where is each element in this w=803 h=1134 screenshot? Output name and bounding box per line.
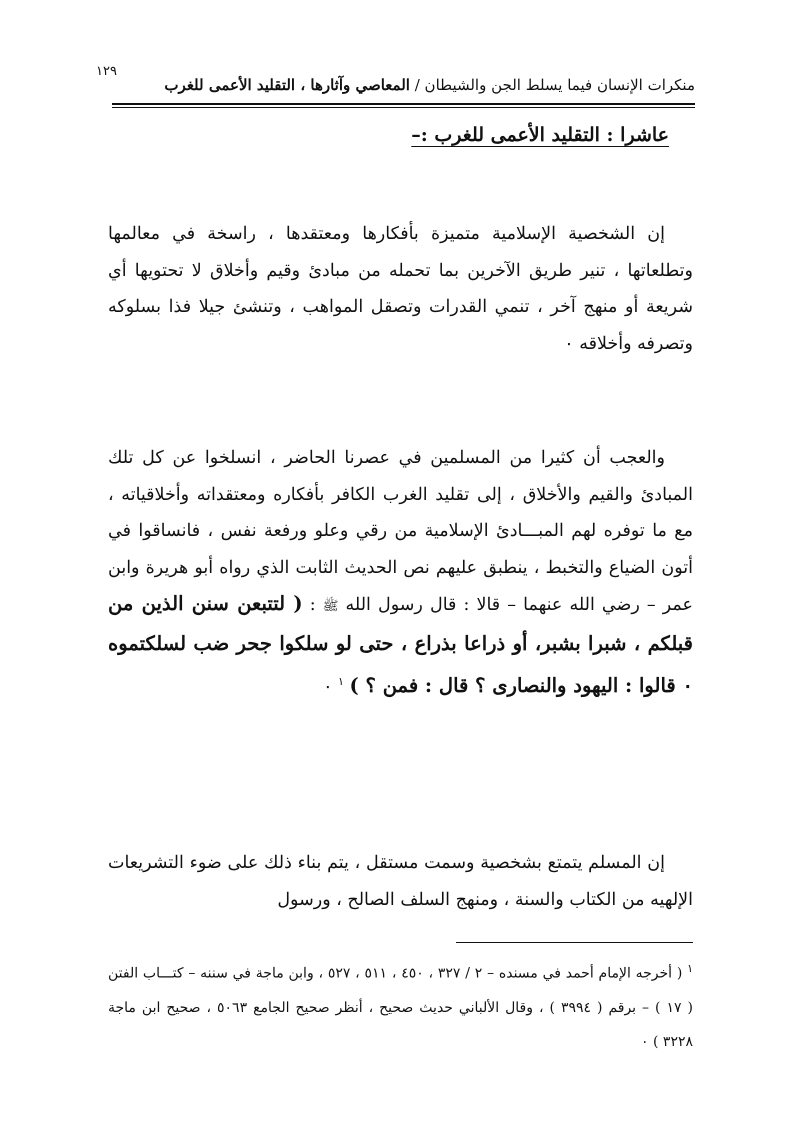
footnote-reference[interactable]: ١ — [338, 674, 344, 688]
footnote-marker: ١ — [687, 962, 694, 975]
paragraph-2 — [108, 440, 693, 705]
chapter-title: المعاصي وآثارها ، التقليد الأعمى للغرب — [164, 76, 410, 94]
paragraph-1 — [108, 216, 693, 362]
paragraph-2-text: والعجب أن كثيرا من المسلمين في عصرنا الحاضر ، انسلخوا عن كل تلك المبادئ والقيم والأخلاق ، إلى تقليد الغرب الكافر بأفكاره ومعتقداته وأخلاقياته ، مع ما توفره لهم المبـــادئ الإسلامية من رقي وعلو ورفعة نفس ، فانساقوا في أتون الضياع والتخبط ، ينطبق عليهم نص الحديث الثابت الذي رواه أبو هريرة وابن عمر – رضي الله عنهما – قالا : قال رسول الله — [108, 448, 693, 616]
paragraph-1-text: إن الشخصية الإسلامية متميزة بأفكارها ومعتقدها ، راسخة في معالمها وتطلعاتها ، تنير طريق الآخرين بما تحمله من مبادئ وقيم وأخلاق لا تحتويها أي شريعة أو منهج آخر ، تنمي القدرات وتصقل المواهب ، وتنشئ جيلا فذا بسلوكه وتصرفه وأخلاقه ٠ — [108, 224, 693, 354]
hadith-quote: ( لتتبعن سنن الذين من قبلكم ، شبرا بشبر، أو ذراعا بذراع ، حتى لو سلكوا جحر ضب لسلكتموه ٠ قالوا : اليهود والنصارى ؟ قال : فمن ؟ ) — [108, 592, 693, 697]
section-title: عاشرا : التقليد الأعمى للغرب :– — [411, 124, 669, 146]
running-header — [135, 76, 695, 94]
salutation-symbol: ﷺ — [322, 599, 339, 615]
header-rule — [112, 103, 695, 108]
footnote-rule — [456, 942, 693, 943]
footnote — [108, 952, 693, 1059]
page-number: ١٢٩ — [96, 64, 117, 79]
paragraph-2-colon: : — [302, 595, 323, 616]
paragraph-3 — [108, 845, 693, 918]
footnote-text: ( أخرجه الإمام أحمد في مسنده – ٢ / ٣٢٧ ، ٤٥٠ ، ٥١١ ، ٥٢٧ ، وابن ماجة في سننه – كتـــاب الفتن ( ١٧ ) – برقم ( ٣٩٩٤ ) ، وقال الألباني حديث صحيح ، أنظر صحيح الجامع ٥٠٦٣ ، صحيح ابن ماجة ٣٢٢٨ ) ٠ — [108, 965, 693, 1050]
book-title: منكرات الإنسان فيما يسلط الجن والشيطان / — [414, 76, 695, 94]
paragraph-3-text: إن المسلم يتمتع بشخصية وسمت مستقل ، يتم بناء ذلك على ضوء التشريعات الإلهيه من الكتاب والسنة ، ومنهج السلف الصالح ، ورسول — [108, 853, 693, 910]
paragraph-2-end: ٠ — [323, 676, 339, 697]
